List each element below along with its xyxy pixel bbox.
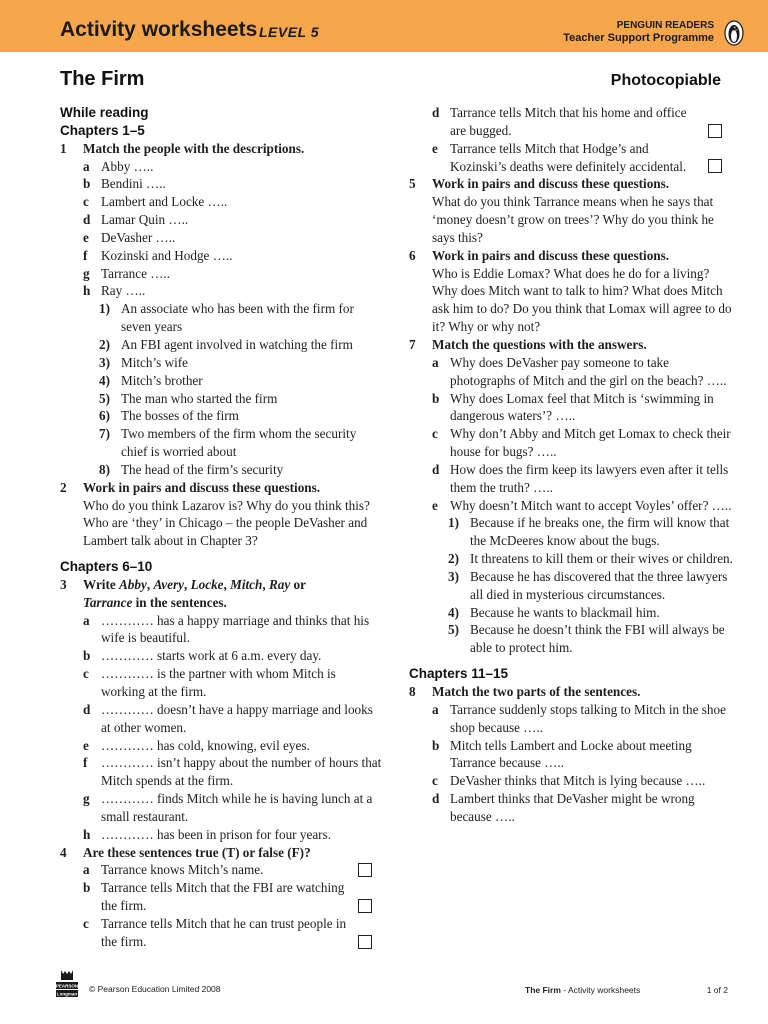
question-body [60,497,382,551]
answer-checkbox[interactable] [358,899,372,913]
item-letter: b [83,176,91,192]
item-text: ………… has been in prison for four years. [101,826,331,842]
description-item [60,336,382,354]
list-item [60,282,382,300]
question-2 [60,479,382,497]
answer-item [409,514,735,550]
level-label: LEVEL 5 [259,24,320,40]
question-number: 2 [60,479,67,495]
item-text: Tarrance knows Mitch’s name. [101,862,264,878]
question-8 [409,683,735,701]
question-prompt: Work in pairs and discuss these questions. [432,247,670,263]
name-locke: Locke [190,576,224,592]
description-item [60,461,382,479]
item-letter: c [83,915,89,931]
list-item [409,497,735,515]
brand-line-1: PENGUIN READERS [616,20,714,31]
answer-text: It threatens to kill them or their wives or children. [470,551,733,567]
question-number: 3 [60,576,67,592]
item-letter: h [83,826,91,842]
answer-number: 2) [448,551,459,567]
answer-text: Because he has discovered that the three lawyers all died in mysterious circumstances. [470,568,728,602]
description-item [60,407,382,425]
list-item [60,612,382,648]
list-item [409,354,735,390]
copyright-label: Pearson Education Limited 2008 [97,984,221,994]
footer-doc-type: - Activity worksheets [560,985,641,995]
item-text: Why does Lomax feel that Mitch is ‘swimming in dangerous waters’? ….. [450,390,714,424]
header-banner [0,0,768,52]
answer-item [409,568,735,604]
question-body-text: Who do you think Lazarov is? Why do you think this? Who are ‘they’ in Chicago – the people DeVasher and Lambert talk about in Chapter 3? [83,497,370,549]
item-text: Mitch tells Lambert and Locke about meeting Tarrance because ….. [450,737,692,771]
true-false-item [409,104,735,140]
list-item [409,772,735,790]
list-item [409,390,735,426]
item-letter: c [83,194,89,210]
description-text: Mitch’s brother [121,372,203,388]
name-ray: Ray [268,576,291,592]
description-item [60,372,382,390]
answer-number: 5) [448,622,459,638]
right-column [409,104,735,826]
list-item [60,158,382,176]
item-text: Lambert and Locke ….. [101,194,228,210]
left-column [60,104,382,951]
item-text: DeVasher ….. [101,229,176,245]
item-text: Tarrance tells Mitch that the FBI are watching the firm. [101,880,345,914]
question-prompt: Work in pairs and discuss these questions. [432,176,670,192]
svg-text:PEARSON: PEARSON [55,983,79,989]
item-text: DeVasher thinks that Mitch is lying because ….. [450,773,706,789]
description-number: 8) [99,461,110,477]
description-number: 1) [99,301,110,317]
answer-number: 1) [448,515,459,531]
description-item [60,425,382,461]
item-letter: a [83,612,90,628]
item-text: Tarrance tells Mitch that his home and office are bugged. [450,105,687,138]
list-item [409,461,735,497]
description-text: Two members of the firm whom the security chief is worried about [121,426,357,460]
question-body [409,265,735,336]
item-text: Lamar Quin ….. [101,212,189,228]
question-prompt: Write Abby, Avery, Locke, Mitch, Ray or Tarrance in the sentences. [83,576,306,610]
item-letter: g [83,791,90,807]
item-text: Why does DeVasher pay someone to take photographs of Mitch and the girl on the beach? ….. [450,354,727,388]
item-text: Tarrance suddenly stops talking to Mitch in the shoe shop because ….. [450,701,726,735]
description-text: An associate who has been with the firm for seven years [121,301,354,335]
answer-item [409,604,735,622]
question-number: 6 [409,247,416,263]
question-4 [60,844,382,862]
question-prompt: Match the questions with the answers. [432,336,647,352]
description-number: 6) [99,408,110,424]
item-letter: d [432,461,440,477]
item-text: ………… has cold, knowing, evil eyes. [101,737,310,753]
item-text: Why don’t Abby and Mitch get Lomax to check their house for bugs? ….. [450,426,731,460]
question-number: 7 [409,336,416,352]
question-body [409,193,735,247]
name-avery: Avery [153,576,184,592]
item-text: Why doesn’t Mitch want to accept Voyles’ offer? ….. [450,497,732,513]
or-word: or [293,576,306,592]
item-letter: b [83,648,91,664]
question-prompt: Are these sentences true (T) or false (F)? [83,844,311,860]
item-letter: a [83,158,90,174]
description-item [60,390,382,408]
description-number: 3) [99,354,110,370]
item-text: ………… finds Mitch while he is having lunch at a small restaurant. [101,791,373,824]
question-3 [60,576,382,612]
item-text: Tarrance ….. [101,265,171,281]
section-heading-chapters-6-10: Chapters 6–10 [60,559,153,575]
list-item [60,193,382,211]
item-letter: c [432,773,438,789]
description-number: 7) [99,426,110,442]
name-tarrance: Tarrance [83,594,133,610]
item-text: Ray ….. [101,283,146,299]
list-item [60,175,382,193]
item-text: Kozinski and Hodge ….. [101,247,233,263]
item-text: Abby ….. [101,158,154,174]
section-heading-while-reading: While reading [60,105,149,120]
question-1 [60,140,382,158]
list-item [60,265,382,283]
item-letter: f [83,247,88,263]
description-text: An FBI agent involved in watching the firm [121,336,353,352]
answer-number: 3) [448,568,459,584]
list-item [409,701,735,737]
page-number: 1 of 2 [706,985,728,995]
answer-text: Because if he breaks one, the firm will know that the McDeeres know about the bugs. [470,515,730,549]
item-letter: g [83,265,90,281]
description-item [60,300,382,336]
item-text: ………… has a happy marriage and thinks that his wife is beautiful. [101,612,370,646]
section-heading-chapters-11-15: Chapters 11–15 [409,666,509,682]
item-text: Tarrance tells Mitch that Hodge’s and Kozinski’s deaths were definitely accidental. [450,140,687,174]
item-letter: e [83,229,89,245]
item-letter: a [432,701,439,717]
answer-number: 4) [448,604,459,620]
true-false-item [409,140,735,176]
list-item [60,754,382,790]
list-item [60,737,382,755]
item-letter: f [83,755,88,771]
question-number: 5 [409,176,416,192]
answer-text: Because he doesn’t think the FBI will always be able to protect him. [470,622,725,656]
name-abby: Abby [119,576,147,592]
answer-text: Because he wants to blackmail him. [470,604,660,620]
penguin-logo-icon [724,20,744,46]
name-mitch: Mitch [230,576,263,592]
item-text: Tarrance tells Mitch that he can trust people in the firm. [101,915,347,949]
question-prompt: Match the two parts of the sentences. [432,684,641,699]
answer-item [409,550,735,568]
item-letter: d [83,701,91,717]
footer-doc-label [525,985,640,995]
answer-item [409,621,735,657]
list-item [60,247,382,265]
list-item [60,211,382,229]
question-number: 4 [60,844,67,860]
question-prompt: Work in pairs and discuss these questions. [83,479,321,495]
description-text: The head of the firm’s security [121,461,284,477]
question-7 [409,336,735,354]
answer-checkbox[interactable] [708,124,722,138]
svg-text:Longman: Longman [56,991,78,997]
list-item [60,790,382,826]
list-item [60,229,382,247]
item-letter: h [83,283,91,299]
brand-text [563,20,714,45]
item-text: ………… starts work at 6 a.m. every day. [101,648,322,664]
brand-line-2: Teacher Support Programme [563,32,714,44]
worksheet-title: Activity worksheets [60,18,258,41]
answer-checkbox[interactable] [358,863,372,877]
answer-checkbox[interactable] [358,935,372,949]
list-item [60,647,382,665]
question-prompt: Match the people with the descriptions. [83,140,305,156]
description-number: 2) [99,336,110,352]
item-letter: d [432,105,440,120]
description-text: The man who started the firm [121,390,278,406]
list-item [60,826,382,844]
list-item [409,737,735,773]
item-letter: e [432,140,438,156]
page-title: The Firm [60,68,145,90]
item-text: ………… isn’t happy about the number of hours that Mitch spends at the firm. [101,755,382,789]
photocopiable-label: Photocopiable [610,72,721,89]
item-letter: b [432,737,440,753]
item-text: Lambert thinks that DeVasher might be wrong because ….. [450,791,695,824]
copyright-symbol: © [89,984,96,994]
item-letter: b [83,880,91,896]
copyright-text [89,984,221,994]
true-false-item [60,861,382,879]
description-item [60,354,382,372]
item-letter: e [432,497,438,513]
question-number: 8 [409,684,416,699]
description-number: 5) [99,390,110,406]
list-item [409,425,735,461]
true-false-item [60,915,382,951]
item-text: Bendini ….. [101,176,166,192]
item-text: ………… is the partner with whom Mitch is working at the firm. [101,666,336,699]
description-text: Mitch’s wife [121,354,189,370]
section-heading-chapters-1-5: Chapters 1–5 [60,122,145,138]
question-body-text: What do you think Tarrance means when he says that ‘money doesn’t grow on trees’? Why do you think he says this? [432,194,714,245]
item-letter: d [83,212,91,228]
item-letter: c [432,426,438,442]
list-item [60,701,382,737]
description-text: The bosses of the firm [121,408,239,424]
question-6 [409,247,735,265]
item-letter: c [83,666,89,682]
item-letter: e [83,737,89,753]
pearson-longman-logo-icon [55,968,79,998]
description-number: 4) [99,372,110,388]
question-number: 1 [60,140,67,156]
item-letter: a [432,354,439,370]
footer-book-title: The Firm [525,985,561,995]
item-letter: d [432,791,440,807]
true-false-item [60,879,382,915]
list-item [60,665,382,701]
answer-checkbox[interactable] [708,159,722,173]
question-5 [409,175,735,193]
question-body-text: Who is Eddie Lomax? What does he do for a living? Why does Mitch want to talk to him? What does Mitch ask him to do? Do you think that Lomax will agree to do it? Why or why not? [432,265,732,335]
item-text: How does the firm keep its lawyers even after it tells them the truth? ….. [450,461,729,495]
item-letter: a [83,862,90,878]
item-text: ………… doesn’t have a happy marriage and looks at other women. [101,701,373,735]
list-item [409,790,735,826]
item-letter: b [432,390,440,406]
